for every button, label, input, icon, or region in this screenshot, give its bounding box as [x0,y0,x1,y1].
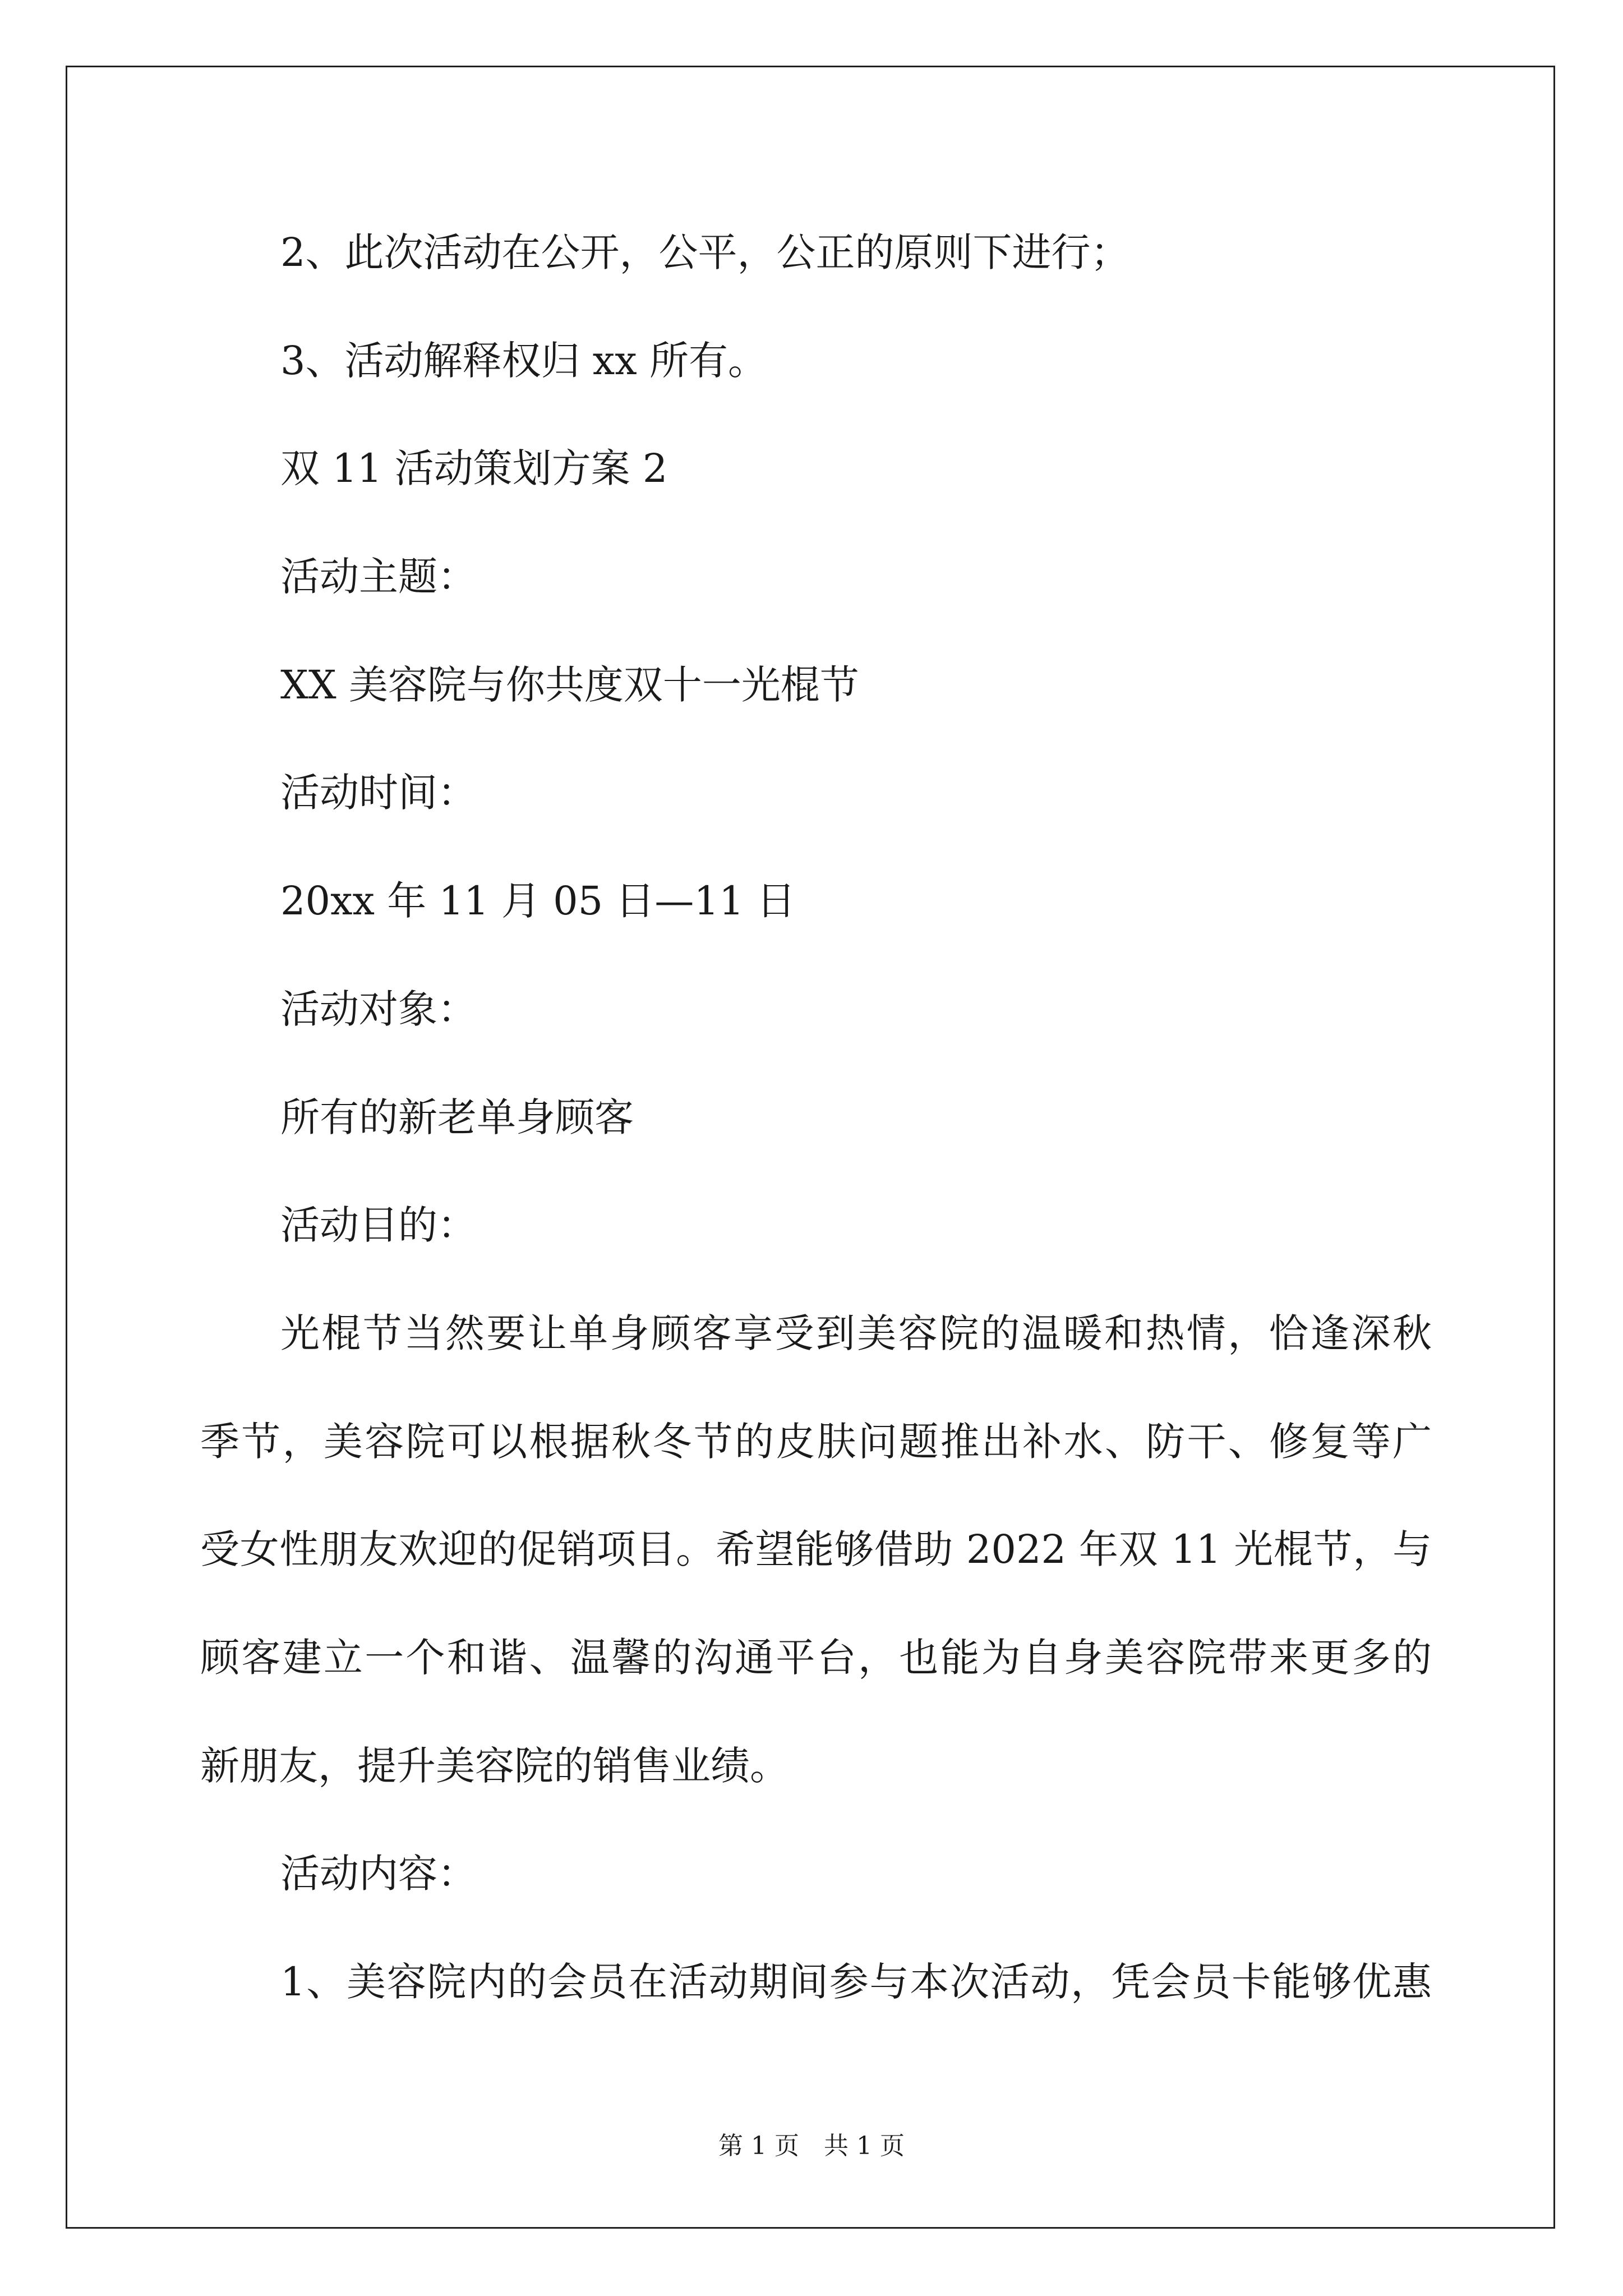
time-label: 活动时间： [280,770,477,816]
purpose-paragraph-line: 顾客建立一个和谐、温馨的沟通平台，也能为自身美容院带来更多的 [200,1635,1432,1681]
page-footer: 第 1 页 共 1 页 [718,2132,905,2160]
theme-label: 活动主题： [280,554,477,600]
purpose-label: 活动目的： [280,1202,477,1248]
content-item-1: 1、美容院内的会员在活动期间参与本次活动，凭会员卡能够优惠 [280,1959,1432,2005]
time-value: 20xx 年 11 月 05 日—11 日 [280,878,796,924]
content-label: 活动内容： [280,1851,477,1897]
section-title: 双 11 活动策划方案 2 [280,445,668,491]
purpose-paragraph-line: 受女性朋友欢迎的促销项目。希望能够借助 2022 年双 11 光棍节，与 [200,1526,1432,1572]
audience-label: 活动对象： [280,986,477,1032]
rule-item-3: 3、活动解释权归 xx 所有。 [280,338,767,384]
rule-item-2: 2、此次活动在公开，公平，公正的原则下进行； [280,229,1130,275]
purpose-paragraph-line: 新朋友，提升美容院的销售业绩。 [200,1743,789,1789]
theme-value: XX 美容院与你共度双十一光棍节 [280,662,859,708]
page-border [66,66,1555,2229]
purpose-paragraph-line: 光棍节当然要让单身顾客享受到美容院的温暖和热情，恰逢深秋 [280,1310,1432,1356]
audience-value: 所有的新老单身顾客 [280,1094,634,1140]
purpose-paragraph-line: 季节，美容院可以根据秋冬节的皮肤问题推出补水、防干、修复等广 [200,1419,1432,1465]
